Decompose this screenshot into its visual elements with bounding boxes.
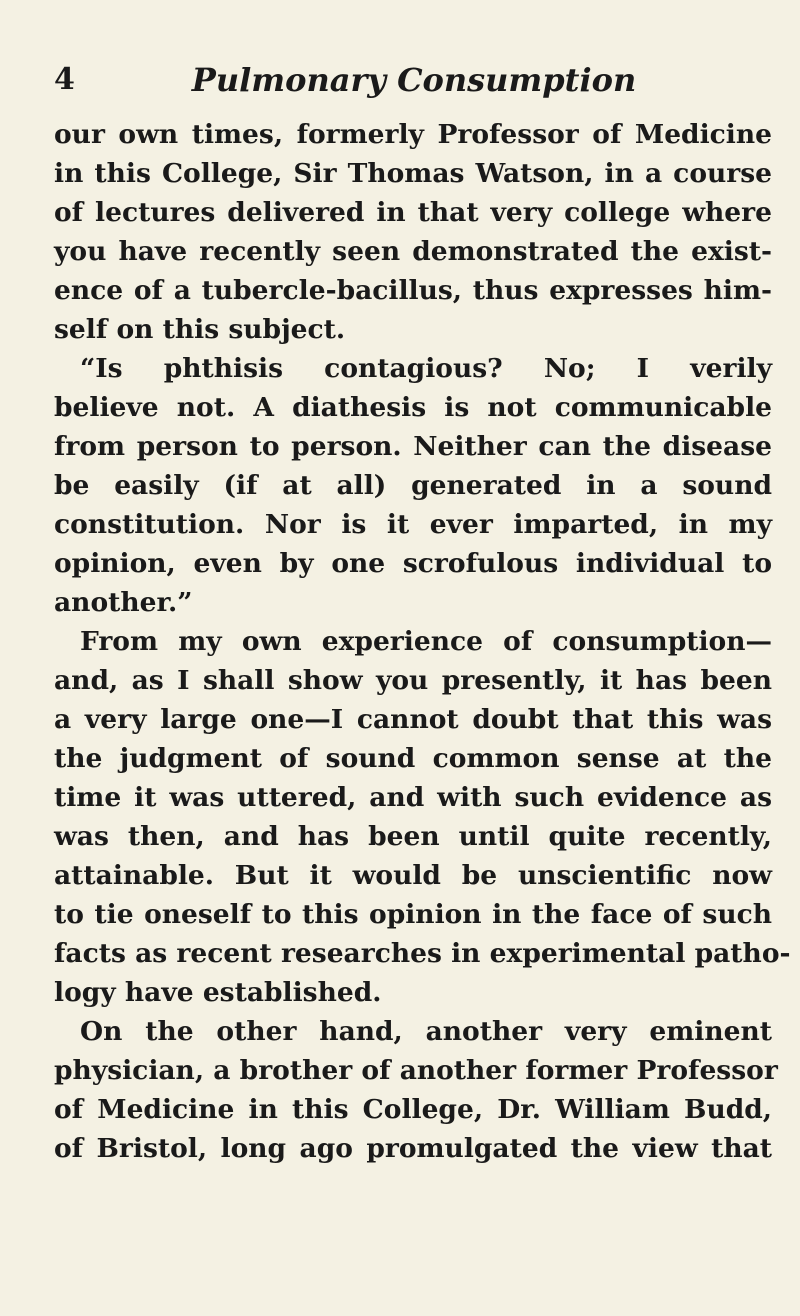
text-line: of Medicine in this College, Dr. William Budd,	[54, 1094, 772, 1125]
text-line: On the other hand, another very eminent	[80, 1016, 772, 1047]
page-number: 4	[54, 62, 75, 97]
text-line: in this College, Sir Thomas Watson, in a course	[54, 158, 772, 189]
text-line: “Is phthisis contagious? No; I verily	[80, 353, 772, 384]
text-line: logy have established.	[54, 977, 382, 1008]
text-line: from person to person. Neither can the disease	[54, 431, 772, 462]
text-line: of lectures delivered in that very college where	[54, 197, 772, 228]
text-line: and, as I shall show you presently, it has been	[54, 665, 772, 696]
text-line: physician, a brother of another former Professor	[54, 1055, 778, 1086]
body-text	[54, 115, 791, 1168]
text-line: self on this subject.	[54, 314, 346, 345]
text-line: opinion, even by one scrofulous individual to	[54, 548, 772, 579]
text-line: a very large one—I cannot doubt that this was	[54, 704, 772, 735]
text-line: another.”	[54, 587, 193, 618]
text-line: of Bristol, long ago promulgated the view that	[54, 1133, 772, 1164]
running-title: Pulmonary Consumption	[191, 61, 637, 99]
text-line: attainable. But it would be unscientific now	[54, 860, 772, 891]
text-line: time it was uttered, and with such evidence as	[54, 782, 772, 813]
text-line: was then, and has been until quite recently,	[54, 821, 772, 852]
text-line: ence of a tubercle-bacillus, thus expresses him-	[54, 275, 772, 306]
text-line: the judgment of sound common sense at the	[54, 743, 772, 774]
text-line: constitution. Nor is it ever imparted, in my	[54, 509, 772, 540]
text-line: believe not. A diathesis is not communicable	[54, 392, 772, 423]
text-line: be easily (if at all) generated in a sound	[54, 470, 772, 501]
page-header	[54, 60, 774, 100]
text-line: to tie oneself to this opinion in the face of such	[54, 899, 772, 930]
text-line: facts as recent researches in experimental patho-	[54, 938, 791, 969]
text-line: our own times, formerly Professor of Medicine	[54, 119, 772, 150]
text-line: you have recently seen demonstrated the exist-	[54, 236, 772, 267]
text-line: From my own experience of consumption—	[80, 626, 772, 657]
